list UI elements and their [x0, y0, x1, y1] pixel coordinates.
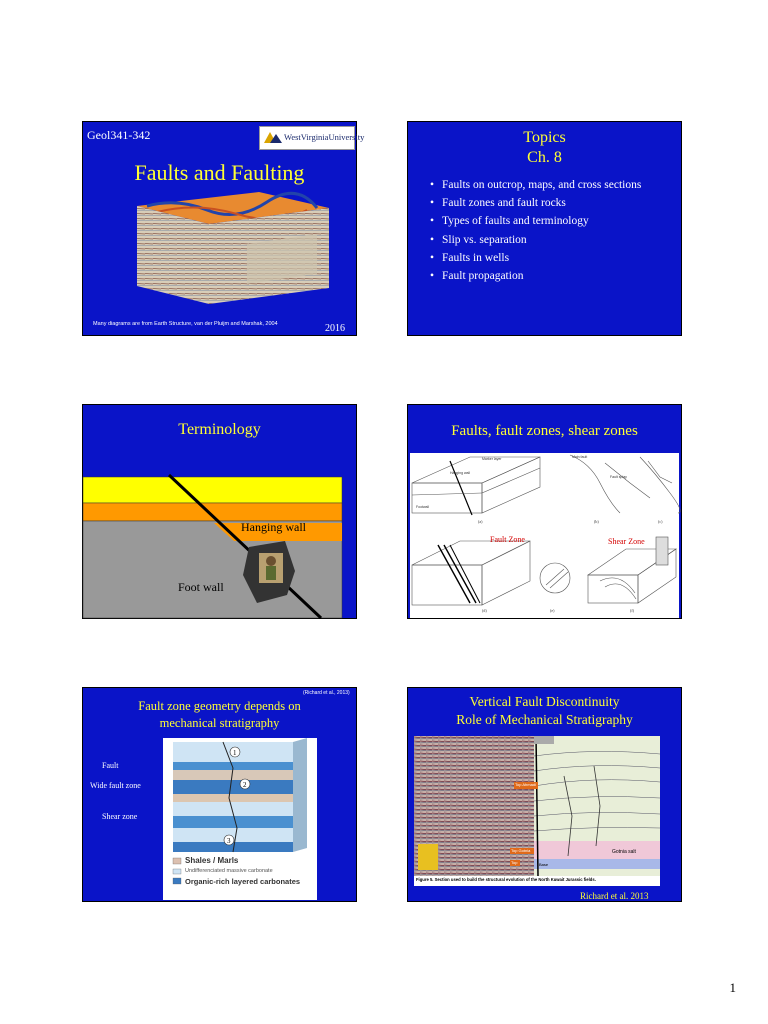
stratigraphy-figure [163, 738, 317, 900]
figure-caption: Figure 5. Section used to build the structural evolution of the North Kuwait Jurassic fields. [416, 877, 596, 882]
marker-layer-label: Marker layer [482, 457, 502, 461]
label-f: (f) [630, 608, 634, 613]
university-logo [259, 126, 365, 150]
label-e: (e) [550, 608, 555, 613]
topic-item: • Fault propagation [430, 270, 641, 282]
marker-1: 1 [233, 749, 237, 757]
shear-zone-label: Shear zone [102, 812, 138, 821]
shear-zone-label: Shear Zone [608, 537, 645, 546]
image-credit: Many diagrams are from Earth Structure, van der Pluijm and Marshak, 2004 [93, 321, 278, 327]
slide-vertical-fault [407, 687, 682, 902]
marker-2: 2 [243, 781, 247, 789]
year: 2016 [325, 323, 345, 334]
topic-item: • Slip vs. separation [430, 234, 641, 246]
main-fault-label: Main fault [572, 455, 588, 459]
geometry-title-2: mechanical stratigraphy [159, 716, 280, 730]
legend-carbonate: Undifferenciated massive carbonate [185, 868, 273, 874]
label-b: (b) [594, 519, 599, 524]
tag-gotnia-salt: Gotnia salt [612, 849, 636, 855]
citation: Richard et al. 2013 [580, 891, 649, 901]
topic-item: • Faults in wells [430, 252, 641, 264]
terminology-title: Terminology [178, 421, 261, 438]
label-c: (c) [658, 519, 663, 524]
foot-wall-label: Foot wall [178, 580, 224, 594]
label-d: (d) [482, 608, 487, 613]
tag-top-ahmadi: Top Ahmadi [515, 782, 536, 787]
label-a: (a) [478, 519, 483, 524]
seismic-block-image [137, 192, 329, 304]
hanging-wall-label: Hanging wall [241, 520, 306, 534]
slide-fault-zones [407, 404, 682, 619]
legend-shales: Shales / Marls [185, 856, 239, 865]
geometry-title-1: Fault zone geometry depends on [138, 699, 301, 713]
page-number: 1 [729, 980, 736, 995]
wide-fault-zone-label: Wide fault zone [90, 781, 141, 790]
hanging-label: Hanging wall [450, 471, 471, 475]
topic-item: • Types of faults and terminology [430, 215, 641, 227]
vertical-title-1: Vertical Fault Discontinuity [469, 694, 620, 709]
footwall-label: Footwall [416, 505, 430, 509]
slide-title-text: Faults and Faulting [134, 160, 305, 185]
seismic-section-image [414, 736, 660, 886]
fault-label: Fault [102, 761, 119, 770]
splay-label: Fault splay [610, 475, 627, 479]
fault-zone-label: Fault Zone [490, 535, 525, 544]
tag-top: Top [511, 860, 518, 865]
course-code: Geol341-342 [87, 128, 151, 142]
topics-list [430, 179, 641, 288]
marker-3: 3 [227, 837, 231, 845]
logo-emblem-icon [260, 127, 365, 149]
slide-topics [407, 121, 682, 336]
vertical-title-2: Role of Mechanical Stratigraphy [456, 712, 633, 727]
tag-base: Base [539, 862, 549, 867]
logo-text: WestVirginiaUniversity [284, 132, 365, 142]
slide-fault-zone-geometry [82, 687, 357, 902]
slide-terminology [82, 404, 357, 619]
slide-title [82, 121, 365, 336]
fault-zones-title: Faults, fault zones, shear zones [451, 423, 638, 439]
topic-item: • Fault zones and fault rocks [430, 197, 641, 209]
tag-top-gotnia: Top Gotnia [511, 848, 531, 853]
legend-organic: Organic-rich layered carbonates [185, 877, 301, 886]
fault-zones-figure [410, 453, 679, 618]
topics-title: Topics [523, 129, 566, 146]
topics-chapter: Ch. 8 [527, 149, 562, 166]
topic-item: • Faults on outcrop, maps, and cross sections [430, 179, 641, 191]
citation: (Richard et al., 2013) [303, 690, 350, 696]
